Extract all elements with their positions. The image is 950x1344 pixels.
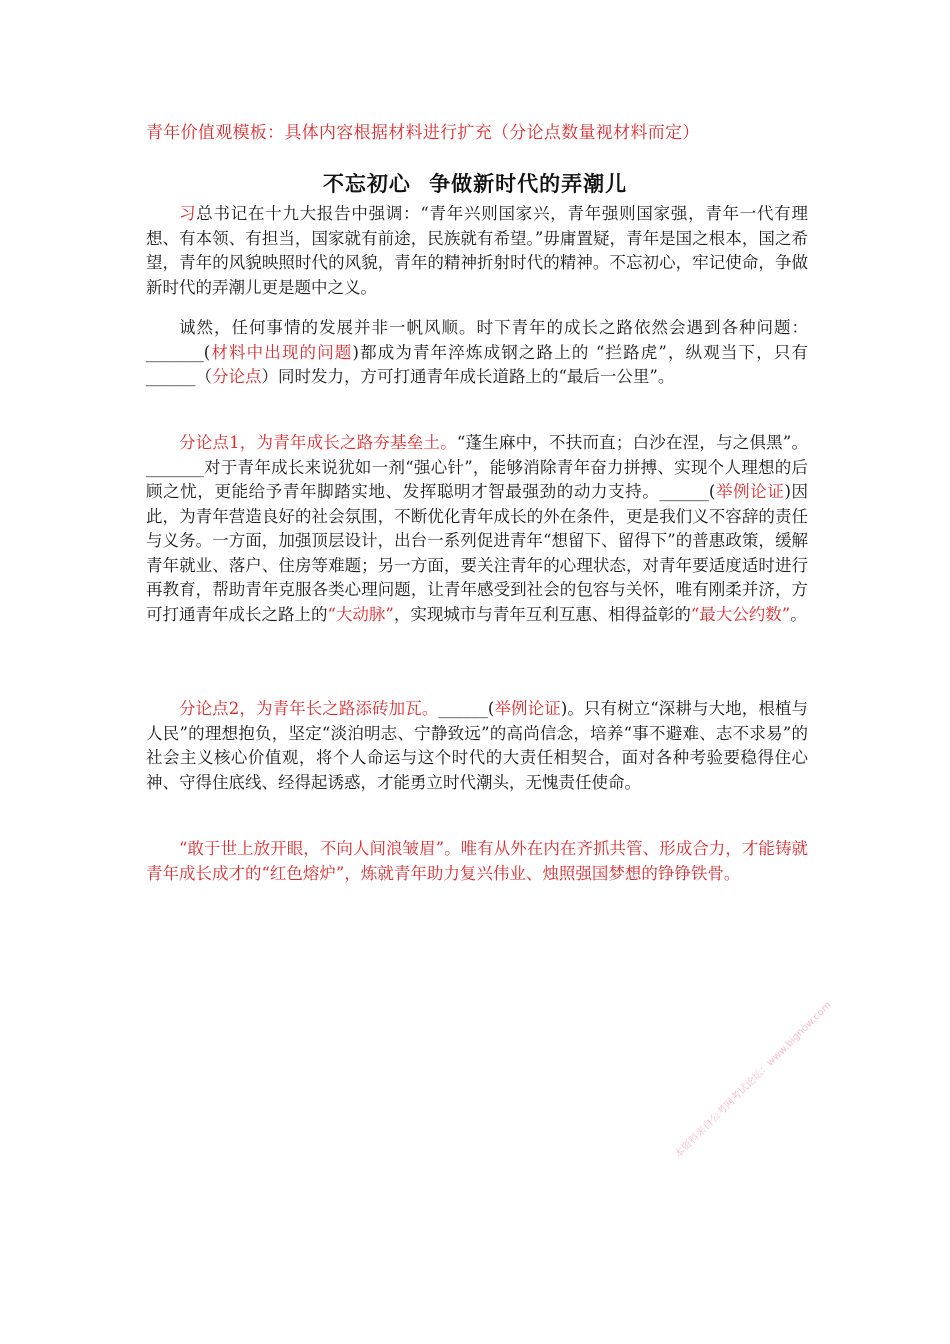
template-note: 青年价值观模板：具体内容根据材料进行扩充（分论点数量视材料而定） (146, 123, 700, 143)
subpoint-2-text-d: )。只有树立“深耕与大地，根植与人民”的理想抱负，坚定“淡泊明志、宁静致远”的高尚信念，培养“事不避难、志不求易”的社会主义核心价值观，将个人命运与这个时代的大责任相契合，面对各种考验要稳得住心神、守得住底线、经得起诱惑，才能勇立时代潮头，无愧责任使命。 (146, 699, 809, 792)
subpoint-1-text-h: 。 (790, 604, 807, 624)
subpoint-1-hint-example: 举例论证 (715, 482, 785, 501)
problems-text-a: 诚然，任何事情的发展并非一帆风顺。时下青年的成长之路依然会遇到各种问题：_______( (146, 318, 808, 362)
paragraph-conclusion: “敢于世上放开眼，不向人间浪皱眉”。唯有从外在内在齐抓共管、形成合力，才能铸就青年成长成才的“红色熔炉”，炼就青年助力复兴伟业、烛照强国梦想的铮铮铁骨。 (146, 839, 808, 883)
problems-hint-material: 材料中出现的问题 (210, 342, 353, 362)
watermark: 本资料来自公考网考试论坛：www.bignow.com (672, 999, 834, 1161)
subpoint-1-text-f: ，实现城市与青年互利互惠、相得益彰的 (393, 604, 691, 624)
subpoint-1-highlight-divisor: “最大公约数” (690, 604, 791, 624)
subpoint-1-heading: 分论点1，为青年成长之路夯基垒土。 (179, 433, 457, 452)
subpoint-1-text-b: “蓬生麻中，不扶而直；白沙在涅，与之俱黑”。_______对于青年成长来说犹如一剂“强心针”，能够消除青年奋力拼搏、实现个人理想的后顾之忧，更能给予青年脚踏实地、发挥聪明才智最强劲的动力支持。______( (146, 433, 809, 501)
subpoint-2-hint-example: 举例论证 (494, 699, 561, 718)
subpoint-1-highlight-artery: “大动脉” (327, 604, 394, 624)
paragraph-subpoint-1 (146, 431, 808, 627)
paragraph-subpoint-2 (146, 697, 808, 795)
intro-text: 总书记在十九大报告中强调：“青年兴则国家兴，青年强则国家强，青年一代有理想、有本领、有担当，国家就有前途，民族就有希望。”毋庸置疑，青年是国之根本，国之希望，青年的风貌映照时代的风貌，青年的精神折射时代的精神。不忘初心，牢记使命，争做新时代的弄潮儿更是题中之义。 (146, 204, 809, 297)
problems-text-c: )都成为青年淬炼成钢之路上的 “拦路虎”，纵观当下，只有______（ (146, 342, 808, 386)
paragraph-intro (146, 202, 808, 300)
problems-text-e: ）同时发力，方可打通青年成长道路上的“最后一公里”。 (261, 367, 675, 386)
paragraph-problems (146, 316, 808, 390)
page-title: 不忘初心 争做新时代的弄潮儿 (322, 171, 628, 196)
subpoint-2-text-b: ______( (438, 699, 495, 718)
subpoint-1-text-d: )因此，为青年营造良好的社会氛围，不断优化青年成长的外在条件，更是我们义不容辞的责任与义务。一方面，加强顶层设计，出台一系列促进青年“想留下、留得下”的普惠政策，缓解青年就业、落户、住房等难题；另一方面，要关注青年的心理状态，对青年要适度适时进行再教育，帮助青年克服各类心理问题，让青年感受到社会的包容与关怀，唯有刚柔并济，方可打通青年成长之路上的 (146, 482, 809, 624)
subpoint-2-heading: 分论点2，为青年长之路添砖加瓦。 (179, 699, 439, 718)
problems-hint-subpoint: 分论点 (212, 367, 262, 386)
intro-highlight: 习 (179, 204, 197, 223)
